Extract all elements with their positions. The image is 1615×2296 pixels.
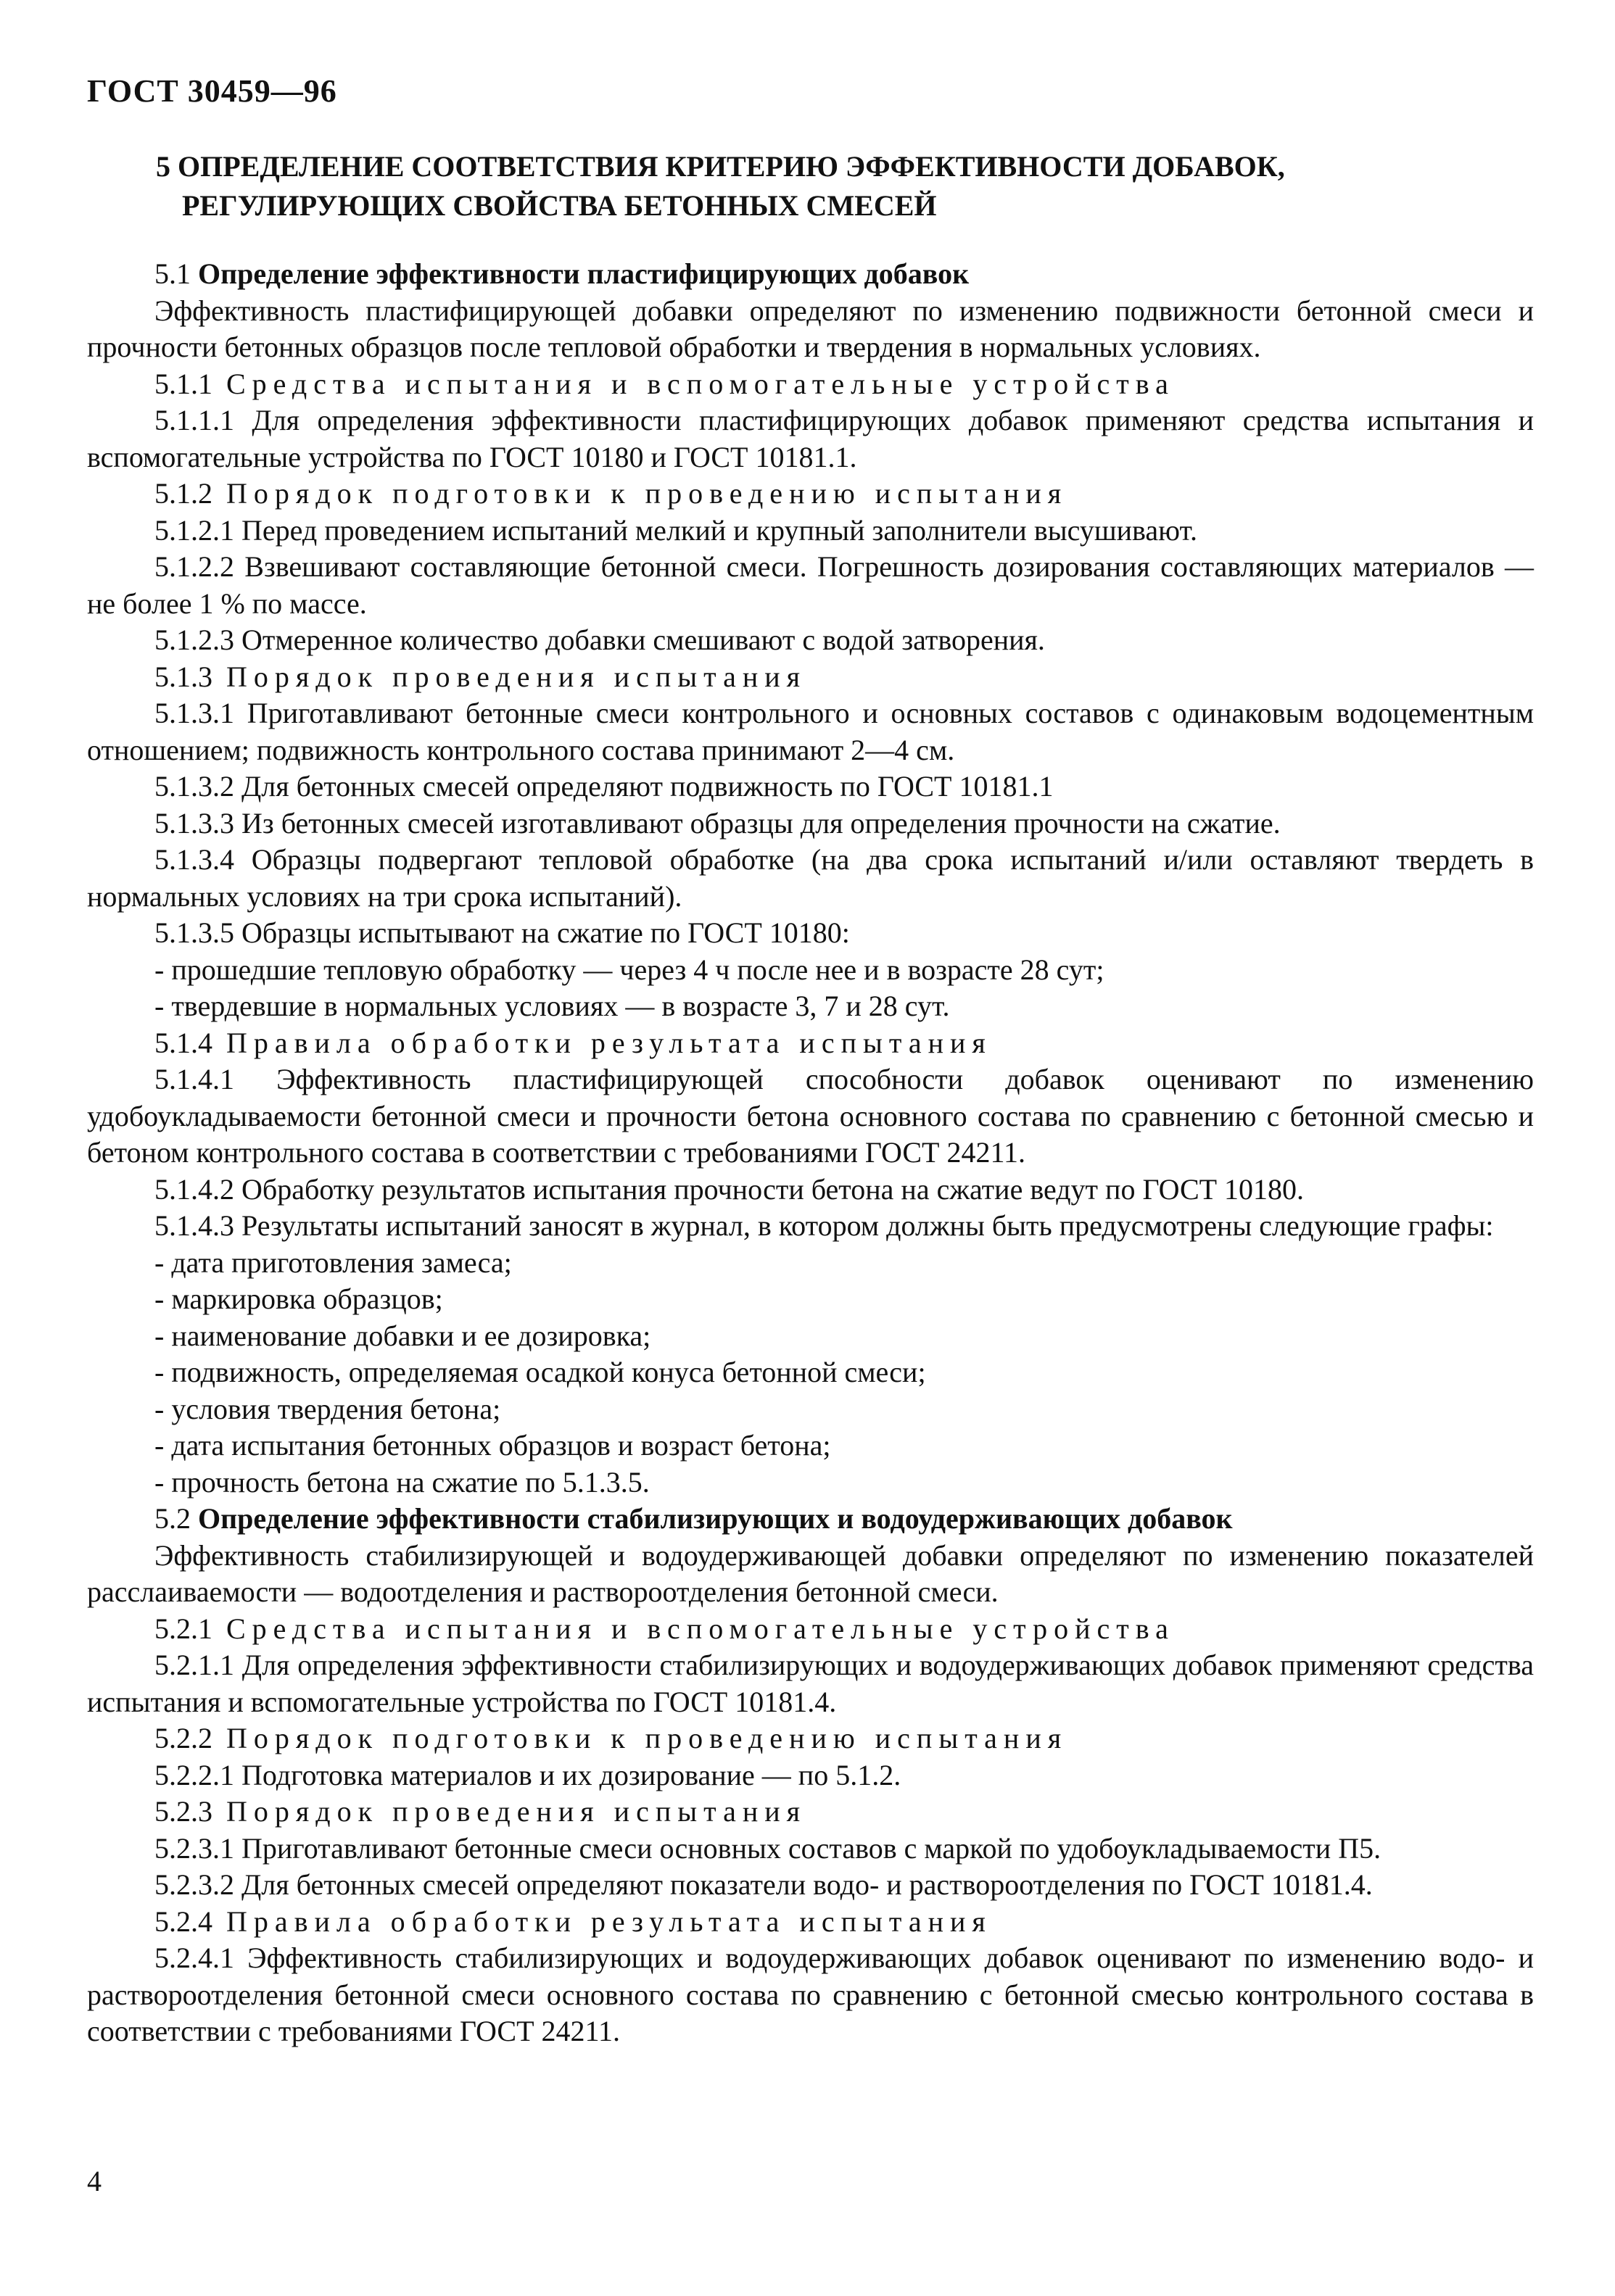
list-item: - условия твердения бетона;: [154, 1392, 501, 1425]
clause-5-1-2-heading: 5.1.2 Порядок подготовки к проведению испытания: [154, 477, 1068, 510]
clause-5-2-intro: Эффективность стабилизирующей и водоудерживающей добавки определяют по изменению показателей расслаиваемости — водоотделения и раствороотделения бетонной смеси.: [87, 1538, 1534, 1608]
list-item: - твердевшие в нормальных условиях — в возрасте 3, 7 и 28 сут.: [154, 990, 950, 1022]
clause-5-2-4-heading: 5.2.4 Правила обработки результата испытания: [154, 1905, 992, 1938]
list-item: - прочность бетона на сжатие по 5.1.3.5.: [154, 1465, 650, 1499]
clause-5-1-heading: 5.1 Определение эффективности пластифицирующих добавок: [154, 257, 970, 290]
list-item: - прошедшие тепловую обработку — через 4 ч после нее и в возрасте 28 сут;: [154, 953, 1104, 986]
clause-5-1-2-3: 5.1.2.3 Отмеренное количество добавки смешивают с водой затворения.: [154, 623, 1045, 656]
clause-5-2-2-1: 5.2.2.1 Подготовка материалов и их дозирование — по 5.1.2.: [154, 1758, 901, 1791]
section-title-line-1: 5 ОПРЕДЕЛЕНИЕ СООТВЕТСТВИЯ КРИТЕРИЮ ЭФФЕКТИВНОСТИ ДОБАВОК,: [156, 150, 1285, 183]
clause-5-2-4-1: 5.2.4.1 Эффективность стабилизирующих и водоудерживающих добавок оценивают по изменению водо- и раствороотделения бетонной смеси основного состава по сравнению с бетонной смесью контрольного состава в соответствии с требованиями ГОСТ 24211.: [87, 1941, 1534, 2047]
page-number: 4: [87, 2165, 102, 2197]
clause-5-1-2-2: 5.1.2.2 Взвешивают составляющие бетонной смеси. Погрешность дозирования составляющих материалов — не более 1 % по массе.: [87, 550, 1534, 620]
clause-5-1-3-heading: 5.1.3 Порядок проведения испытания: [154, 660, 807, 693]
section-title-line-2: РЕГУЛИРУЮЩИХ СВОЙСТВА БЕТОННЫХ СМЕСЕЙ: [182, 189, 937, 222]
list-item: - дата испытания бетонных образцов и возраст бетона;: [154, 1429, 831, 1462]
clause-5-2-3-2: 5.2.3.2 Для бетонных смесей определяют показатели водо- и раствороотделения по ГОСТ 10181.4.: [154, 1868, 1373, 1901]
list-item: - наименование добавки и ее дозировка;: [154, 1319, 651, 1352]
clause-5-2-3-heading: 5.2.3 Порядок проведения испытания: [154, 1795, 807, 1828]
list-item: - маркировка образцов;: [154, 1282, 443, 1315]
clause-5-2-2-heading: 5.2.2 Порядок подготовки к проведению испытания: [154, 1722, 1068, 1754]
clause-5-1-3-5: 5.1.3.5 Образцы испытывают на сжатие по ГОСТ 10180:: [154, 916, 850, 949]
clause-5-1-2-1: 5.1.2.1 Перед проведением испытаний мелкий и крупный заполнители высушивают.: [154, 513, 1197, 547]
section-title: [156, 147, 1534, 225]
clause-5-1-4-heading: 5.1.4 Правила обработки результата испытания: [154, 1026, 992, 1059]
document-code: ГОСТ 30459—96: [87, 73, 337, 109]
clause-5-1-4-1: 5.1.4.1 Эффективность пластифицирующей способности добавок оценивают по изменению удобоукладываемости бетонной смеси и прочности бетона основного состава по сравнению с бетонной смесью и бетоном контрольного состава в соответствии с требованиями ГОСТ 24211.: [87, 1063, 1534, 1169]
list-item: - дата приготовления замеса;: [154, 1246, 512, 1279]
clause-5-1-3-2: 5.1.3.2 Для бетонных смесей определяют подвижность по ГОСТ 10181.1: [154, 770, 1054, 803]
clause-5-1-3-4: 5.1.3.4 Образцы подвергают тепловой обработке (на два срока испытаний и/или оставляют твердеть в нормальных условиях на три срока испытаний).: [87, 843, 1534, 913]
clause-5-1-3-3: 5.1.3.3 Из бетонных смесей изготавливают образцы для определения прочности на сжатие.: [154, 806, 1281, 840]
clause-5-2-3-1: 5.2.3.1 Приготавливают бетонные смеси основных составов с маркой по удобоукладываемости П5.: [154, 1831, 1381, 1865]
clause-5-1-3-1: 5.1.3.1 Приготавливают бетонные смеси контрольного и основных составов с одинаковым водоцементным отношением; подвижность контрольного состава принимают 2—4 см.: [87, 697, 1534, 766]
clause-5-1-4-3: 5.1.4.3 Результаты испытаний заносят в журнал, в котором должны быть предусмотрены следующие графы:: [154, 1209, 1494, 1242]
list-item: - подвижность, определяемая осадкой конуса бетонной смеси;: [154, 1356, 926, 1388]
clause-5-1-4-2: 5.1.4.2 Обработку результатов испытания прочности бетона на сжатие ведут по ГОСТ 10180.: [154, 1172, 1305, 1206]
clause-5-2-heading: 5.2 Определение эффективности стабилизирующих и водоудерживающих добавок: [154, 1502, 1233, 1535]
clause-5-2-1-heading: 5.2.1 Средства испытания и вспомогательные устройства: [154, 1612, 1175, 1645]
clause-5-1-1-heading: 5.1.1 Средства испытания и вспомогательные устройства: [154, 367, 1175, 400]
document-page: [87, 72, 1534, 2050]
clause-5-2-1-1: 5.2.1.1 Для определения эффективности стабилизирующих и водоудерживающих добавок применяют средства испытания и вспомогательные устройства по ГОСТ 10181.4.: [87, 1649, 1534, 1718]
clause-5-1-1-1: 5.1.1.1 Для определения эффективности пластифицирующих добавок применяют средства испытания и вспомогательные устройства по ГОСТ 10180 и ГОСТ 10181.1.: [87, 404, 1534, 473]
clause-5-1-intro: Эффективность пластифицирующей добавки определяют по изменению подвижности бетонной смеси и прочности бетонных образцов после тепловой обработки и твердения в нормальных условиях.: [87, 294, 1534, 363]
